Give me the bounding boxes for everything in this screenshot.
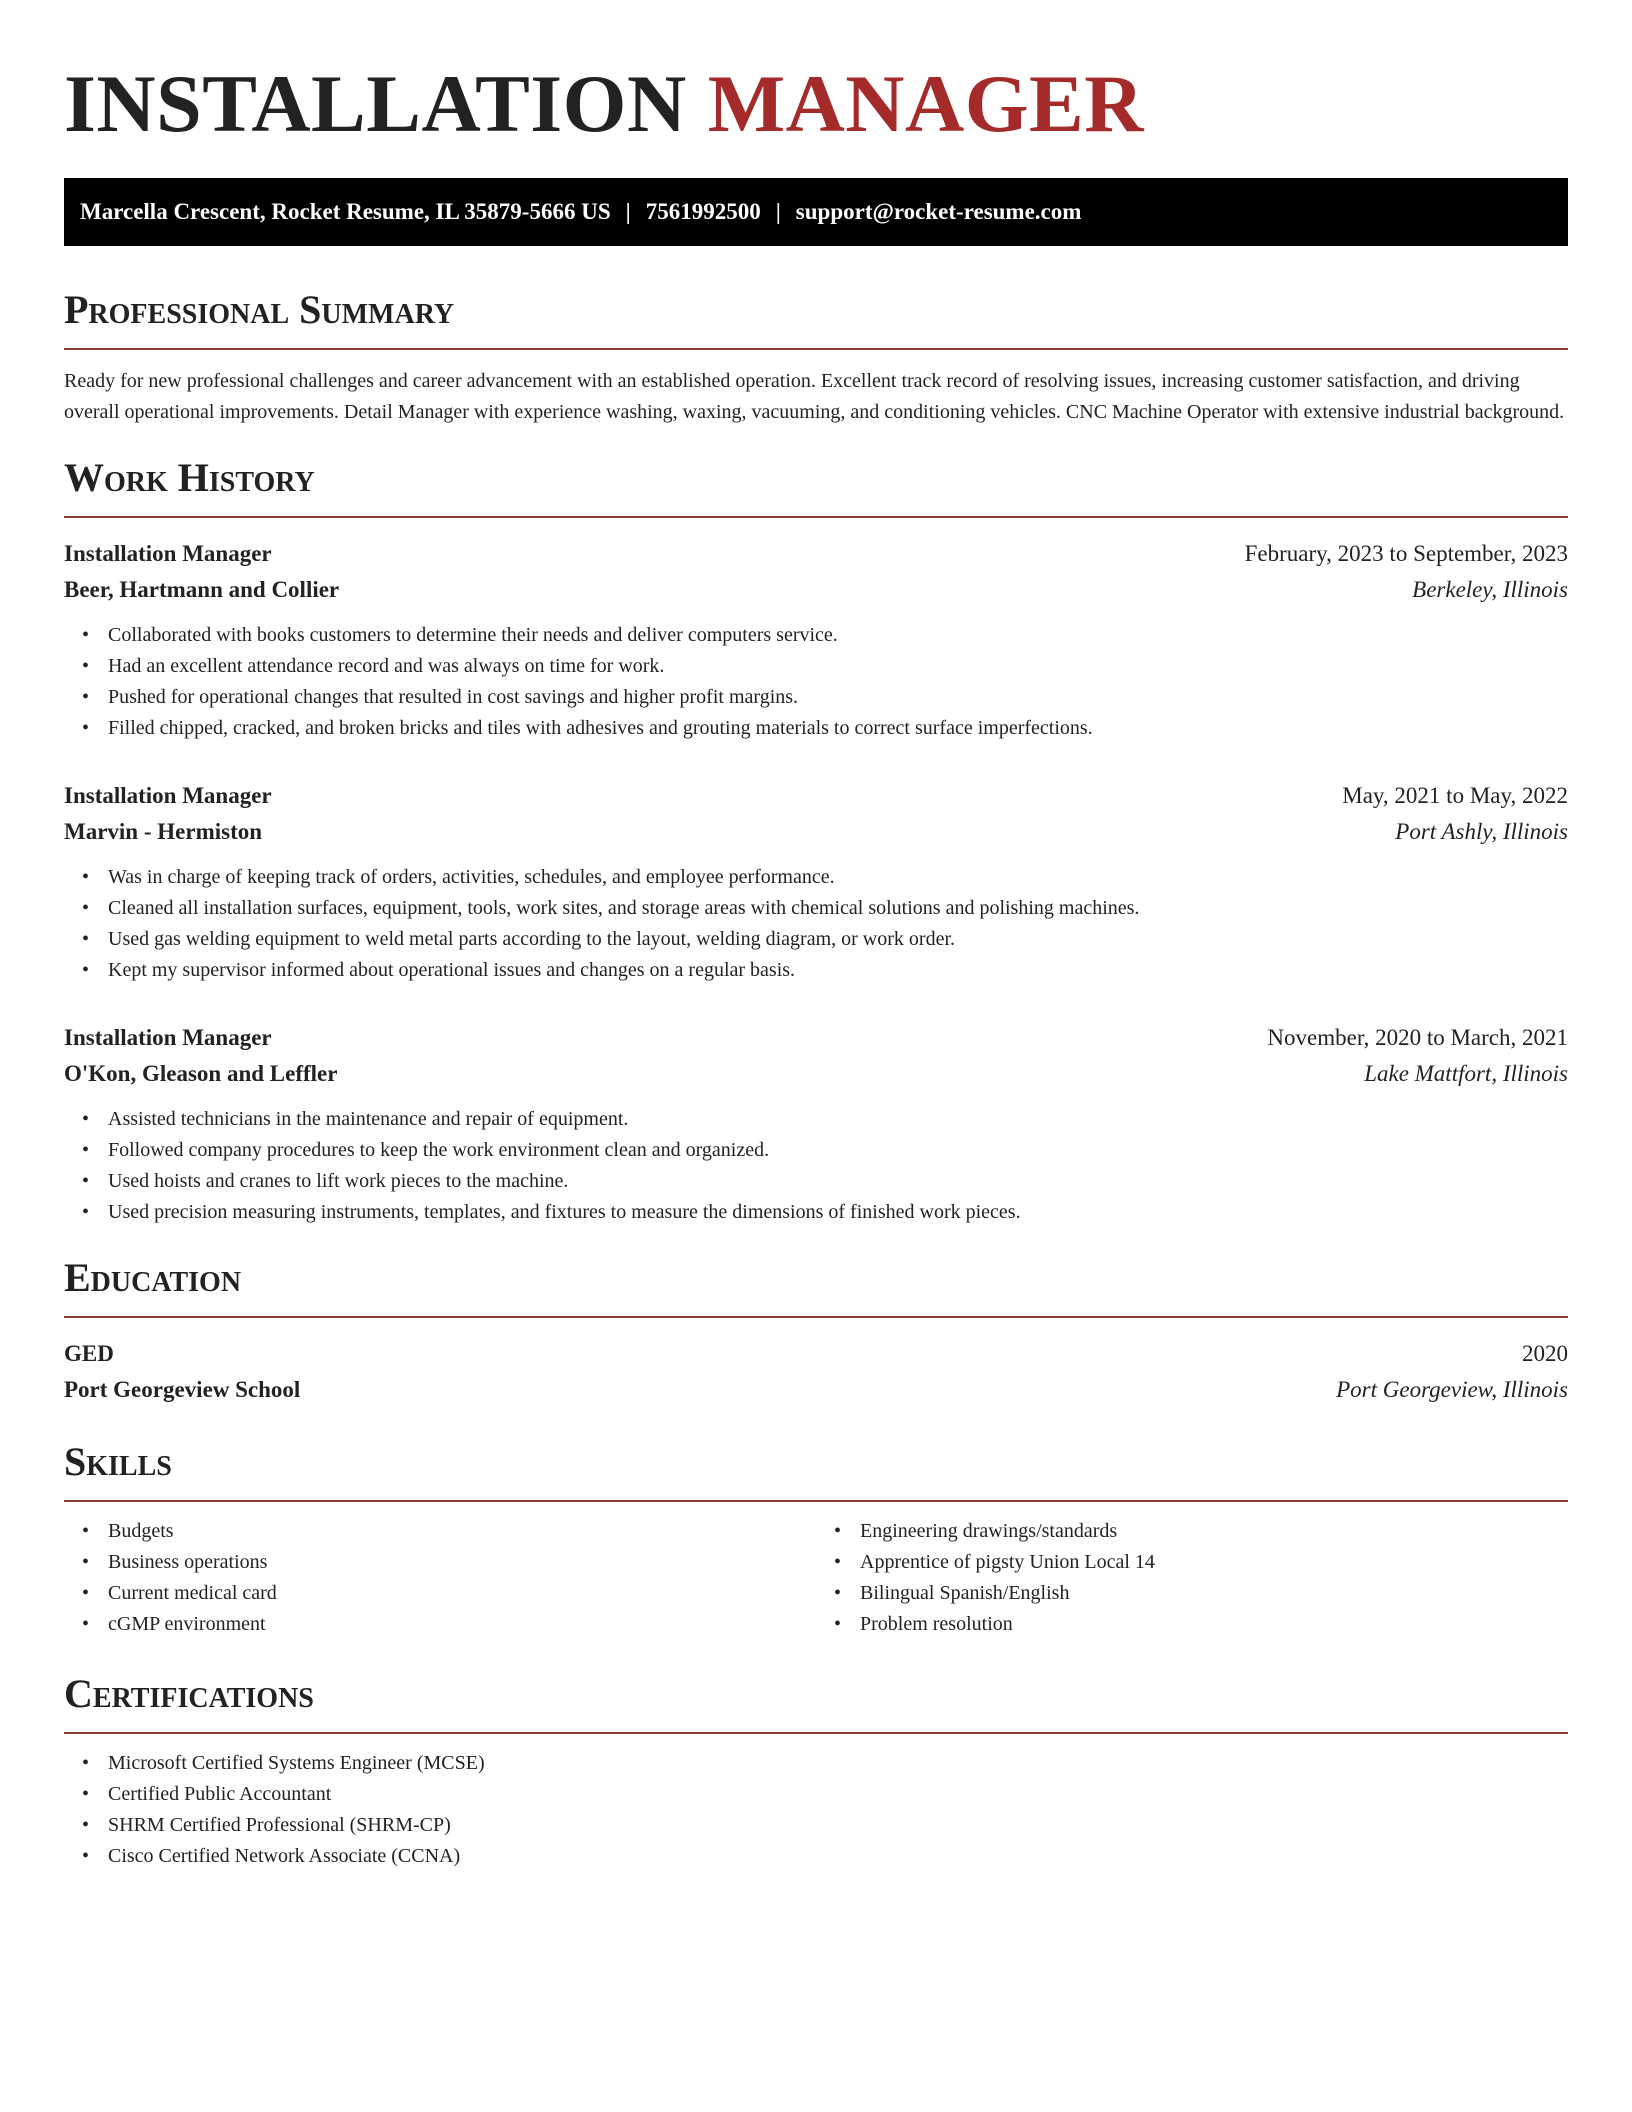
skill-item: • Bilingual Spanish/English [860,1578,1568,1609]
job-company-row [64,1056,1568,1092]
title-accent: MANAGER [707,58,1144,149]
job-entry [64,1020,1568,1228]
section-heading: Work History [64,454,1568,518]
skills-list-left [64,1516,816,1640]
job-company-row [64,572,1568,608]
education-year: 2020 [1522,1341,1568,1366]
job-location: Berkeley, Illinois [1412,577,1568,602]
list-item: • Assisted technicians in the maintenance and repair of equipment. [108,1104,1568,1135]
section-heading: Certifications [64,1670,1568,1734]
contact-separator: | [775,199,781,224]
education-entry [64,1336,1568,1408]
resume-title [64,58,1568,150]
job-entry [64,536,1568,744]
job-bullets [64,862,1568,986]
work-history-section [64,454,1568,1228]
skill-item: • Business operations [108,1547,816,1578]
contact-email: support@rocket-resume.com [795,199,1082,224]
skill-item: • Engineering drawings/standards [860,1516,1568,1547]
list-item: • Kept my supervisor informed about operational issues and changes on a regular basis. [108,955,1568,986]
section-heading: Skills [64,1438,1568,1502]
job-dates: May, 2021 to May, 2022 [1342,783,1568,808]
certifications-list [64,1748,1568,1872]
skills-list-right [816,1516,1568,1640]
job-company: O'Kon, Gleason and Leffler [64,1061,338,1086]
job-bullets [64,620,1568,744]
certifications-section [64,1670,1568,1872]
skill-item: • Problem resolution [860,1609,1568,1640]
job-company: Beer, Hartmann and Collier [64,577,340,602]
job-dates: February, 2023 to September, 2023 [1244,541,1568,566]
section-heading: Education [64,1254,1568,1318]
skill-item: • Apprentice of pigsty Union Local 14 [860,1547,1568,1578]
skill-item: • Budgets [108,1516,816,1547]
certification-item: • Certified Public Accountant [108,1779,1568,1810]
summary-text: Ready for new professional challenges and career advancement with an established operation. Excellent track record of resolving issues, increasing customer satisfaction, and driving overall operational improvements. Detail Manager with experience washing, waxing, vacuuming, and conditioning vehicles. CNC Machine Operator with extensive industrial background. [64,370,1565,423]
list-item: • Pushed for operational changes that resulted in cost savings and higher profit margins. [108,682,1568,713]
job-title: Installation Manager [64,1025,272,1050]
contact-phone: 7561992500 [645,199,761,224]
job-title: Installation Manager [64,541,272,566]
skills-section [64,1438,1568,1640]
summary-section [64,286,1568,428]
education-section [64,1254,1568,1408]
certification-item: • Microsoft Certified Systems Engineer (MCSE) [108,1748,1568,1779]
job-entry [64,778,1568,986]
education-school-row [64,1372,1568,1408]
certification-item: • SHRM Certified Professional (SHRM-CP) [108,1810,1568,1841]
contact-separator: | [625,199,631,224]
job-company-row [64,814,1568,850]
list-item: • Collaborated with books customers to determine their needs and deliver computers service. [108,620,1568,651]
job-title: Installation Manager [64,783,272,808]
education-degree: GED [64,1341,114,1366]
contact-address: Marcella Crescent, Rocket Resume, IL 35879-5666 US [80,199,611,224]
list-item: • Had an excellent attendance record and was always on time for work. [108,651,1568,682]
job-header-row [64,778,1568,814]
job-location: Lake Mattfort, Illinois [1364,1061,1568,1086]
education-header-row [64,1336,1568,1372]
list-item: • Used gas welding equipment to weld metal parts according to the layout, welding diagram, or work order. [108,924,1568,955]
list-item: • Used precision measuring instruments, templates, and fixtures to measure the dimensions of finished work pieces. [108,1197,1568,1228]
list-item: • Was in charge of keeping track of orders, activities, schedules, and employee performance. [108,862,1568,893]
job-header-row [64,536,1568,572]
list-item: • Used hoists and cranes to lift work pieces to the machine. [108,1166,1568,1197]
job-dates: November, 2020 to March, 2021 [1267,1025,1568,1050]
skill-item: • cGMP environment [108,1609,816,1640]
title-role: INSTALLATION [64,58,687,149]
education-location: Port Georgeview, Illinois [1336,1377,1568,1402]
list-item: • Filled chipped, cracked, and broken bricks and tiles with adhesives and grouting materials to correct surface imperfections. [108,713,1568,744]
contact-bar [64,178,1568,246]
job-company: Marvin - Hermiston [64,819,263,844]
education-school: Port Georgeview School [64,1377,301,1402]
list-item: • Followed company procedures to keep the work environment clean and organized. [108,1135,1568,1166]
list-item: • Cleaned all installation surfaces, equipment, tools, work sites, and storage areas with chemical solutions and polishing machines. [108,893,1568,924]
certification-item: • Cisco Certified Network Associate (CCNA) [108,1841,1568,1872]
resume-page [64,0,1568,1872]
job-header-row [64,1020,1568,1056]
skill-item: • Current medical card [108,1578,816,1609]
skills-columns [64,1516,1568,1640]
job-bullets [64,1104,1568,1228]
job-location: Port Ashly, Illinois [1395,819,1568,844]
section-heading: Professional Summary [64,286,1568,350]
